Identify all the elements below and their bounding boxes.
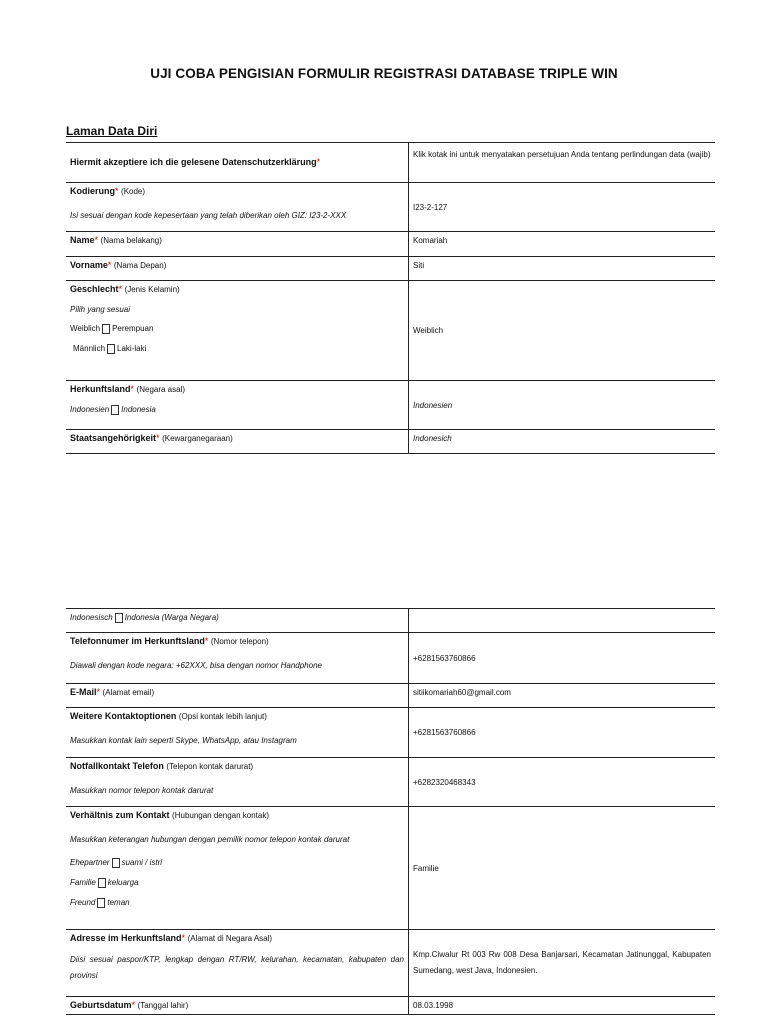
- required-mark: *: [107, 260, 112, 270]
- form-table-top: [66, 142, 715, 454]
- birthdate-label-cell: [66, 997, 409, 1015]
- email-value-cell[interactable]: [409, 684, 716, 708]
- required-mark: *: [130, 384, 135, 394]
- name-value: Komariah: [413, 236, 448, 245]
- table-row: [66, 430, 715, 454]
- table-row: [66, 997, 715, 1015]
- contact-value: +6281563760866: [413, 728, 476, 738]
- phone-sub: (Nomor telepon): [210, 637, 269, 646]
- relation-value: Familie: [413, 863, 439, 873]
- gender-option-male-de: Männlich: [73, 344, 106, 354]
- table-row: [66, 143, 715, 183]
- gender-option-female-de: Weiblich: [70, 324, 101, 334]
- consent-label-cell: [66, 143, 409, 183]
- gender-label: Geschlecht: [70, 284, 119, 294]
- contact-value-cell[interactable]: [409, 708, 716, 758]
- relation-sub: (Hubungan dengan kontak): [172, 811, 270, 820]
- code-label: Kodierung: [70, 186, 115, 196]
- vorname-value-cell[interactable]: [409, 257, 716, 281]
- relation-option-friend[interactable]: [70, 898, 404, 908]
- address-hint: Diisi sesuai paspor/KTP, lengkap dengan RT/RW, kelurahan, kecamatan, kabupaten dan provinsi: [70, 954, 404, 980]
- name-label-cell: [66, 232, 409, 257]
- required-mark: *: [181, 933, 186, 943]
- vorname-value: Siti: [413, 261, 425, 270]
- table-row: [66, 930, 715, 997]
- required-mark: *: [156, 433, 160, 443]
- name-label: Name: [70, 235, 95, 245]
- phone-label: Telefonnumer im Herkunftsland: [70, 636, 205, 646]
- relation-label-cell: [66, 807, 409, 930]
- birthdate-sub: (Tanggal lahir): [137, 1001, 189, 1010]
- nationality-hint-cell: [66, 609, 409, 633]
- table-row: [66, 281, 715, 381]
- nationality-sub: (Kewarganegaraan): [162, 434, 233, 443]
- relation-option-spouse-de: Ehepartner: [70, 858, 110, 868]
- relation-option-family-de: Familie: [70, 878, 96, 888]
- code-label-cell: [66, 183, 409, 232]
- code-value-cell[interactable]: [409, 183, 716, 232]
- vorname-label: Vorname: [70, 260, 108, 270]
- table-row: [66, 807, 715, 930]
- origin-value-cell[interactable]: [409, 381, 716, 430]
- table-row: [66, 684, 715, 708]
- name-value-cell[interactable]: [409, 232, 716, 257]
- consent-label: Hiermit akzeptiere ich die gelesene Datenschutzerklärung: [70, 157, 317, 168]
- table-row: [66, 381, 715, 430]
- table-row: [66, 257, 715, 281]
- relation-value-cell[interactable]: [409, 807, 716, 930]
- email-label-cell: [66, 684, 409, 708]
- table-row: [66, 758, 715, 807]
- gender-option-male-id: Laki-laki: [117, 344, 147, 354]
- gender-label-cell: [66, 281, 409, 381]
- form-table-bottom: [66, 608, 715, 1015]
- table-row: [66, 232, 715, 257]
- address-label: Adresse im Herkunftsland: [70, 933, 182, 943]
- gender-value-cell[interactable]: [409, 281, 716, 381]
- email-value: sitiikomariah60@gmail.com: [413, 688, 511, 697]
- address-value: Kmp.Ciwalur Rt 003 Rw 008 Desa Banjarsari, Kecamatan Jatinunggal, Kabupaten Sumedang, west Java, Indonesien.: [413, 950, 711, 975]
- origin-sub: (Negara asal): [136, 385, 186, 394]
- nationality-value-cell[interactable]: [409, 430, 716, 454]
- relation-option-friend-de: Freund: [70, 898, 96, 908]
- origin-value: Indonesien: [413, 400, 453, 410]
- required-mark: *: [118, 284, 123, 294]
- phone-hint: Diawali dengan kode negara: +62XXX, bisa dengan nomor Handphone: [70, 660, 322, 670]
- checkbox-icon[interactable]: [115, 613, 123, 623]
- emergency-hint: Masukkan nomor telepon kontak darurat: [70, 785, 214, 795]
- relation-label: Verhältnis zum Kontakt: [70, 810, 170, 820]
- phone-value-cell[interactable]: [409, 633, 716, 684]
- required-mark: *: [204, 636, 209, 646]
- email-sub: (Alamat email): [102, 688, 155, 697]
- table-row: [66, 708, 715, 758]
- section-heading: Laman Data Diri: [66, 124, 158, 138]
- table-row: [66, 633, 715, 684]
- gender-sub: (Jenis Kelamin): [124, 285, 180, 294]
- code-value: I23-2-127: [413, 202, 448, 212]
- relation-option-friend-id: teman: [107, 898, 130, 908]
- phone-label-cell: [66, 633, 409, 684]
- origin-hint: [70, 405, 404, 415]
- vorname-label-cell: [66, 257, 409, 281]
- contact-sub: (Opsi kontak lebih lanjut): [178, 712, 267, 721]
- document-title: UJI COBA PENGISIAN FORMULIR REGISTRASI DATABASE TRIPLE WIN: [150, 66, 618, 81]
- nationality-label: Staatsangehörigkeit: [70, 433, 157, 443]
- required-mark: *: [96, 687, 101, 697]
- table-row: [66, 609, 715, 633]
- relation-option-family-id: keluarga: [107, 878, 139, 888]
- phone-value: +6281563760866: [413, 653, 476, 663]
- relation-option-spouse-id: suami / istri: [121, 858, 163, 868]
- nationality-hint: [70, 613, 219, 622]
- address-sub: (Alamat di Negara Asal): [187, 934, 273, 943]
- checkbox-icon[interactable]: [102, 324, 110, 334]
- code-hint: Isi sesuai dengan kode kepesertaan yang telah diberikan oleh GIZ: I23-2-XXX: [70, 210, 347, 220]
- emergency-value-cell[interactable]: [409, 758, 716, 807]
- relation-option-spouse[interactable]: [70, 858, 404, 868]
- birthdate-value: 08.03.1998: [413, 1001, 454, 1010]
- consent-value-cell[interactable]: [409, 143, 716, 183]
- nationality-label-cell: [66, 430, 409, 454]
- origin-hint-de: Indonesien: [70, 404, 110, 414]
- required-mark: *: [131, 1000, 136, 1010]
- relation-hint: Masukkan keterangan hubungan dengan pemilik nomor telepon kontak darurat: [70, 834, 350, 844]
- nationality-value: Indonesich: [413, 434, 452, 443]
- contact-label: Weitere Kontaktoptionen: [70, 711, 177, 721]
- required-mark: *: [94, 235, 99, 245]
- emergency-label-cell: [66, 758, 409, 807]
- checkbox-icon[interactable]: [111, 405, 119, 415]
- empty-cell[interactable]: [409, 609, 716, 633]
- required-mark: *: [316, 157, 321, 168]
- consent-value: Klik kotak ini untuk menyatakan persetujuan Anda tentang perlindungan data (wajib): [413, 150, 711, 159]
- origin-label: Herkunftsland: [70, 384, 131, 394]
- gender-option-female-id: Perempuan: [112, 324, 154, 334]
- checkbox-icon[interactable]: [112, 858, 120, 868]
- name-sub: (Nama belakang): [100, 236, 162, 245]
- gender-hint: Pilih yang sesuai: [70, 304, 131, 314]
- contact-hint: Masukkan kontak lain seperti Skype, WhatsApp, atau Instagram: [70, 735, 297, 745]
- origin-hint-id: Indonesia: [121, 404, 156, 414]
- vorname-sub: (Nama Depan): [113, 261, 167, 270]
- code-sub: (Kode): [121, 187, 146, 196]
- gender-option-male[interactable]: [70, 344, 404, 354]
- nationality-hint-de: Indonesisch: [70, 613, 113, 622]
- origin-label-cell: [66, 381, 409, 430]
- relation-option-family[interactable]: [70, 878, 404, 888]
- address-label-cell: [66, 930, 409, 997]
- address-value-cell[interactable]: [409, 930, 716, 997]
- emergency-sub: (Telepon kontak darurat): [166, 762, 254, 771]
- required-mark: *: [115, 186, 119, 196]
- birthdate-label: Geburtsdatum: [70, 1000, 132, 1010]
- email-label: E-Mail: [70, 687, 97, 697]
- birthdate-value-cell[interactable]: [409, 997, 716, 1015]
- gender-option-female[interactable]: [70, 324, 404, 334]
- checkbox-icon[interactable]: [107, 344, 115, 354]
- emergency-label: Notfallkontakt Telefon: [70, 761, 164, 771]
- table-row: [66, 183, 715, 232]
- emergency-value: +6282320468343: [413, 777, 476, 787]
- contact-label-cell: [66, 708, 409, 758]
- checkbox-icon[interactable]: [97, 898, 105, 908]
- gender-value: Weiblich: [413, 326, 444, 336]
- checkbox-icon[interactable]: [98, 878, 106, 888]
- nationality-hint-id: Indonesia (Warga Negara): [124, 613, 219, 622]
